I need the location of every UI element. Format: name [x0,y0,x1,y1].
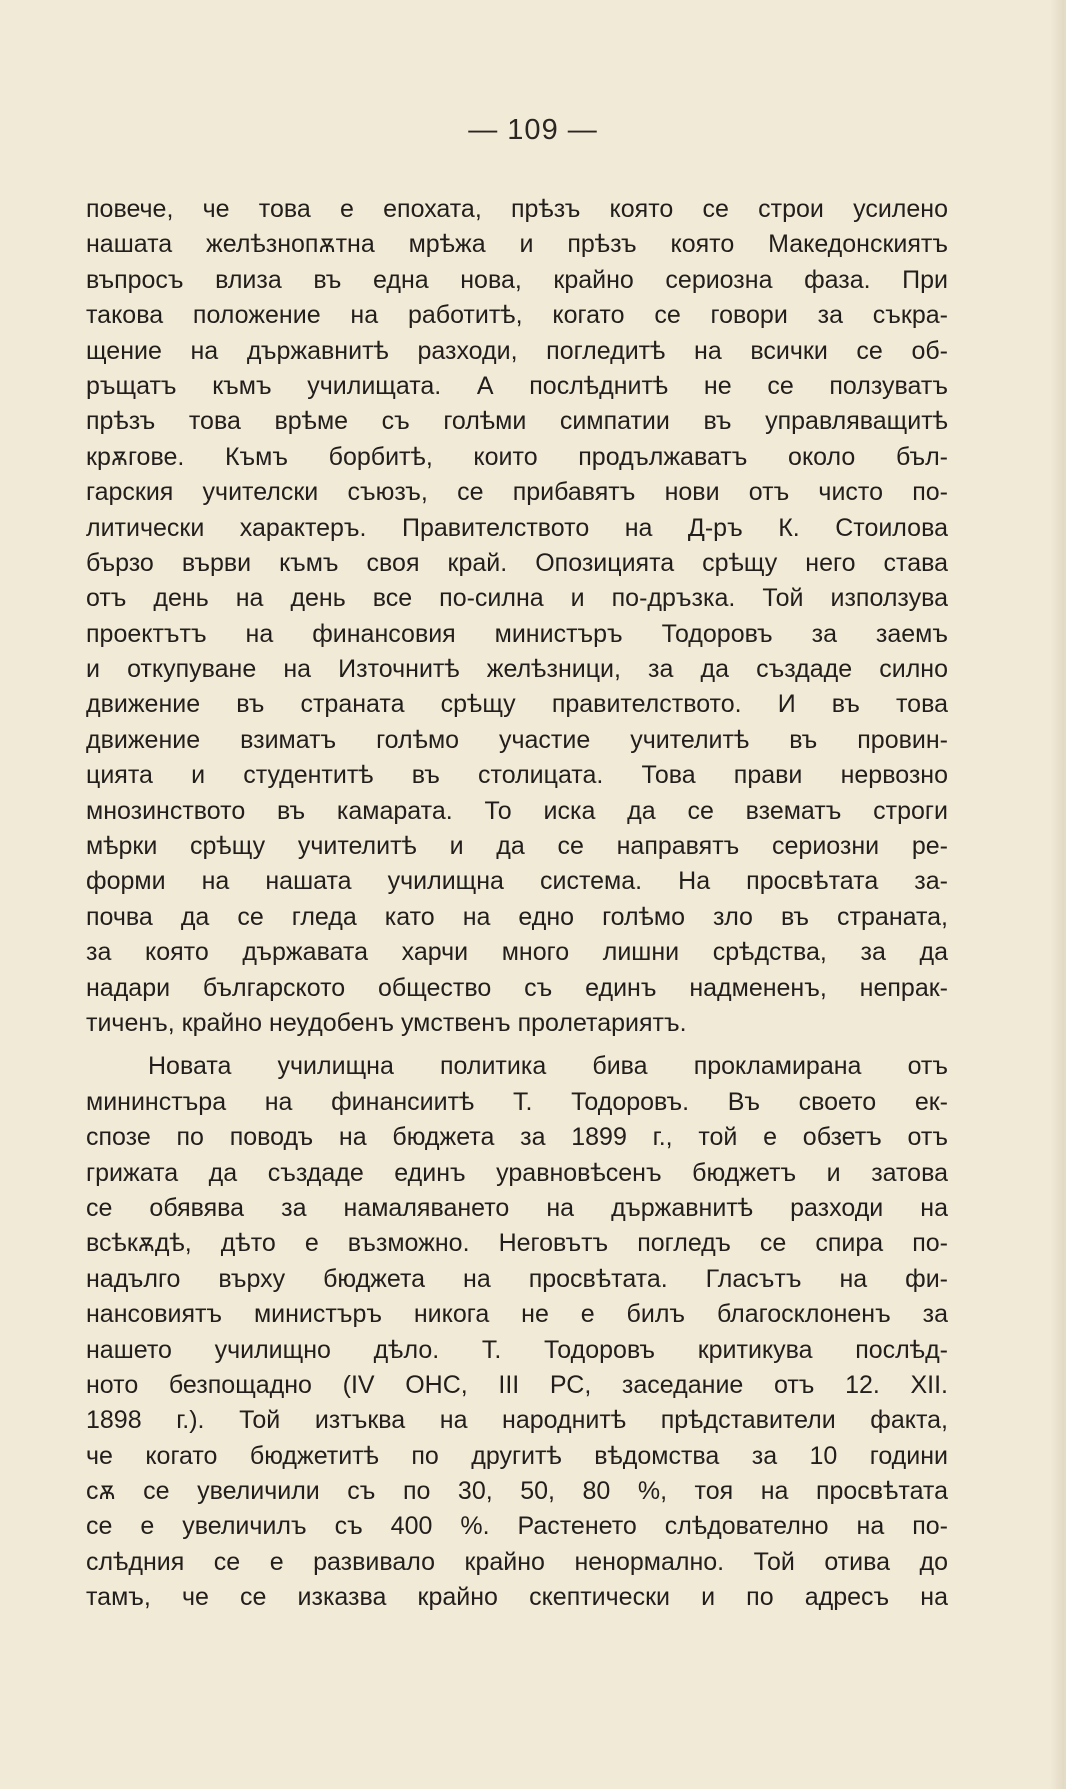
text-line: щение на държавнитѣ разходи, погледитѣ на всички се об- [86,336,948,365]
paragraph-2 [86,1049,948,1615]
text-line: сѫ се увеличили съ по 30, 50, 80 %, тоя на просвѣтата [86,1477,948,1506]
text-line: се обявява за намаляването на държавнитѣ разходи на [86,1193,948,1222]
text-line: такова положение на работитѣ, когато се говори за съкра- [86,301,948,330]
text-line: крѫгове. Къмъ борбитѣ, които продължаватъ около бъл- [86,442,948,471]
text-line: всѣкѫдѣ, дѣто е възможно. Неговътъ погледъ се спира по- [86,1229,948,1258]
text-line: отъ день на день все по-силна и по-дръзка. Той използува [86,584,948,613]
text-line: надари българското общество съ единъ надмененъ, непрак- [86,973,948,1002]
text-line: и откупуване на Източнитѣ желѣзници, за да създаде силно [86,655,948,684]
text-line: нашата желѣзнопѫтна мрѣжа и прѣзъ която Македонскиятъ [86,230,948,259]
text-line: мнозинството въ камарата. То иска да се взематъ строги [86,796,948,825]
text-line: движение взиматъ голѣмо участие учителитѣ въ провин- [86,725,948,754]
text-line: се е увеличилъ съ 400 %. Растенето слѣдователно на по- [86,1512,948,1541]
page-number: — 109 — [468,114,598,146]
text-line: нашето училищно дѣло. Т. Тодоровъ критикува послѣд- [86,1335,948,1364]
text-line: 1898 г.). Той изтъква на народнитѣ прѣдставители факта, [86,1406,948,1435]
text-line: за която държавата харчи много лишни срѣдства, за да [86,938,948,967]
text-line: нансовиятъ министъръ никога не е билъ благосклоненъ за [86,1300,948,1329]
text-line: спозе по поводъ на бюджета за 1899 г., той е обзетъ отъ [86,1123,948,1152]
text-line: тамъ, че се изказва крайно скептически и по адресъ на [86,1583,948,1612]
text-line: тиченъ, крайно неудобенъ умственъ пролетариятъ. [86,1008,687,1037]
text-line: въпросъ влиза въ една нова, крайно сериозна фаза. При [86,265,948,294]
text-line: Новата училищна политика бива прокламирана отъ [148,1052,948,1081]
text-line: че когато бюджетитѣ по другитѣ вѣдомства за 10 години [86,1441,948,1470]
text-line: повече, че това е епохата, прѣзъ която се строи усилено [86,195,948,223]
text-line: бързо върви къмъ своя край. Опозицията срѣщу него става [86,548,948,577]
text-line: почва да се гледа като на едно голѣмо зло въ страната, [86,902,948,931]
paragraph-1 [86,192,948,1041]
paragraph-gap [86,1041,948,1049]
text-line: движение въ страната срѣщу правителството. И въ това [86,690,948,719]
text-line: цията и студентитѣ въ столицата. Това прави нервозно [86,761,948,790]
text-line: грижата да създаде единъ уравновѣсенъ бюджетъ и затова [86,1158,948,1187]
text-line: надълго върху бюджета на просвѣтата. Гласътъ на фи- [86,1264,948,1293]
text-line: литически характеръ. Правителството на Д-ръ К. Стоилова [86,513,948,542]
text-line: прѣзъ това врѣме съ голѣми симпатии въ управляващитѣ [86,407,948,436]
text-line: слѣдния се е развивало крайно ненормално. Той отива до [86,1547,948,1576]
text-line: ното безпощадно (IV ОНС, III РС, заседание отъ 12. XII. [86,1370,948,1399]
text-line: мининстъра на финансиитѣ Т. Тодоровъ. Въ своето ек- [86,1087,948,1116]
text-line: гарския учителски съюзъ, се прибавятъ нови отъ чисто по- [86,478,948,507]
text-line: мѣрки срѣщу учителитѣ и да се направятъ сериозни ре- [86,832,948,861]
text-line: форми на нашата училищна система. На просвѣтата за- [86,867,948,896]
text-line: ръщатъ къмъ училищата. А послѣднитѣ не се ползуватъ [86,371,948,400]
text-line: проектътъ на финансовия министъръ Тодоровъ за заемъ [86,619,948,648]
body-text [86,192,948,1616]
